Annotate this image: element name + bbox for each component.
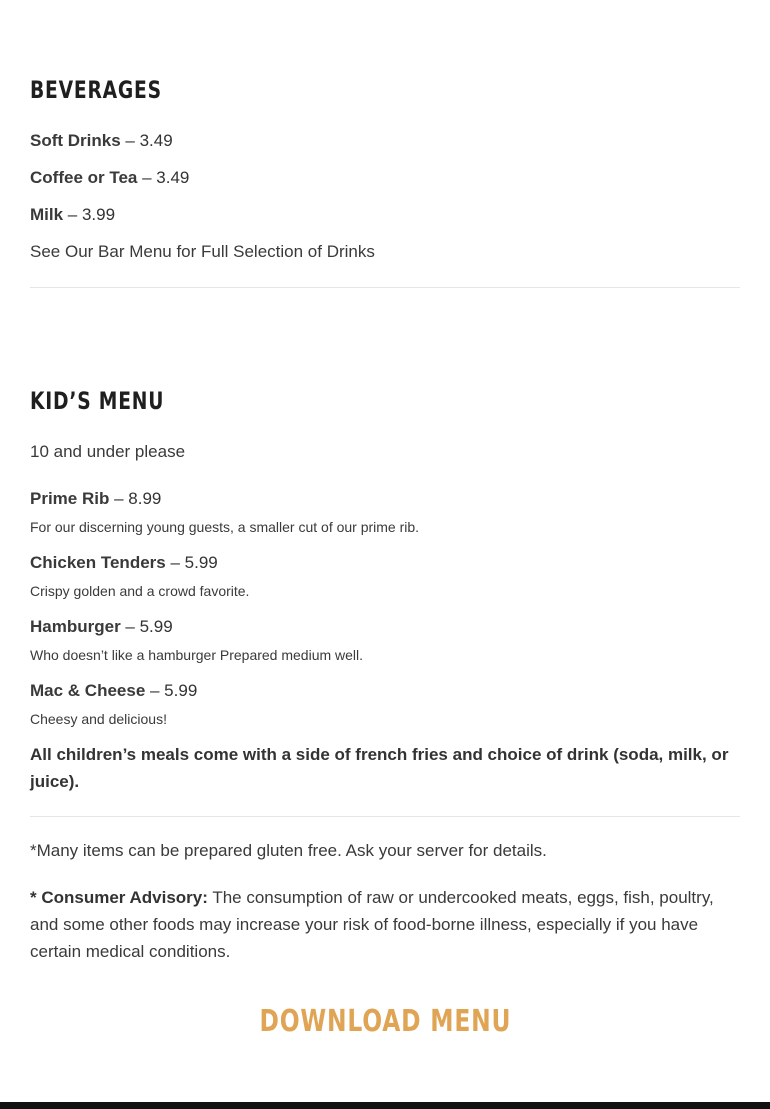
item-description: Cheesy and delicious!	[30, 711, 167, 727]
download-menu-link[interactable]	[30, 1004, 740, 1039]
download-menu-label: DOWNLOAD MENU	[259, 1004, 511, 1039]
item-name: Milk	[30, 205, 64, 224]
item-price: – 3.49	[120, 131, 173, 150]
item-name: Hamburger	[30, 617, 121, 636]
beverages-heading: BEVERAGES	[30, 76, 162, 104]
item-description: For our discerning young guests, a smaller cut of our prime rib.	[30, 519, 420, 535]
item-name: Prime Rib	[30, 489, 110, 508]
menu-item-mac-and-cheese	[30, 681, 197, 701]
menu-item-chicken-tenders	[30, 553, 218, 573]
menu-item-coffee-or-tea	[30, 168, 189, 188]
advisory-text: The consumption of raw or undercooked meats, eggs, fish, poultry, and some other foods may increase your risk of food-borne illness, especially if you have certain medical conditions.	[30, 888, 714, 961]
menu-item-prime-rib	[30, 489, 161, 509]
bar-menu-note: See Our Bar Menu for Full Selection of Drinks	[30, 242, 375, 261]
gluten-free-note: *Many items can be prepared gluten free. Ask your server for details.	[30, 841, 547, 860]
item-name: Coffee or Tea	[30, 168, 138, 187]
footer-bar	[0, 1102, 770, 1109]
menu-item-soft-drinks	[30, 131, 173, 151]
kids-menu-heading: KID’S MENU	[30, 387, 165, 415]
item-name: Mac & Cheese	[30, 681, 146, 700]
advisory-label: * Consumer Advisory:	[30, 888, 208, 907]
kids-menu-subtitle: 10 and under please	[30, 442, 186, 461]
item-price: – 5.99	[145, 681, 198, 700]
section-divider	[30, 816, 740, 817]
section-divider	[30, 287, 740, 288]
item-price: – 3.99	[63, 205, 116, 224]
consumer-advisory	[30, 884, 742, 965]
item-description: Crispy golden and a crowd favorite.	[30, 583, 250, 599]
item-price: – 8.99	[109, 489, 162, 508]
item-description: Who doesn’t like a hamburger Prepared medium well.	[30, 647, 364, 663]
item-name: Soft Drinks	[30, 131, 121, 150]
item-price: – 3.49	[137, 168, 190, 187]
item-price: – 5.99	[120, 617, 173, 636]
kids-meal-notice: All children’s meals come with a side of french fries and choice of drink (soda, milk, or juice).	[30, 745, 729, 791]
item-name: Chicken Tenders	[30, 553, 166, 572]
menu-item-hamburger	[30, 617, 173, 637]
menu-item-milk	[30, 205, 115, 225]
item-price: – 5.99	[165, 553, 218, 572]
